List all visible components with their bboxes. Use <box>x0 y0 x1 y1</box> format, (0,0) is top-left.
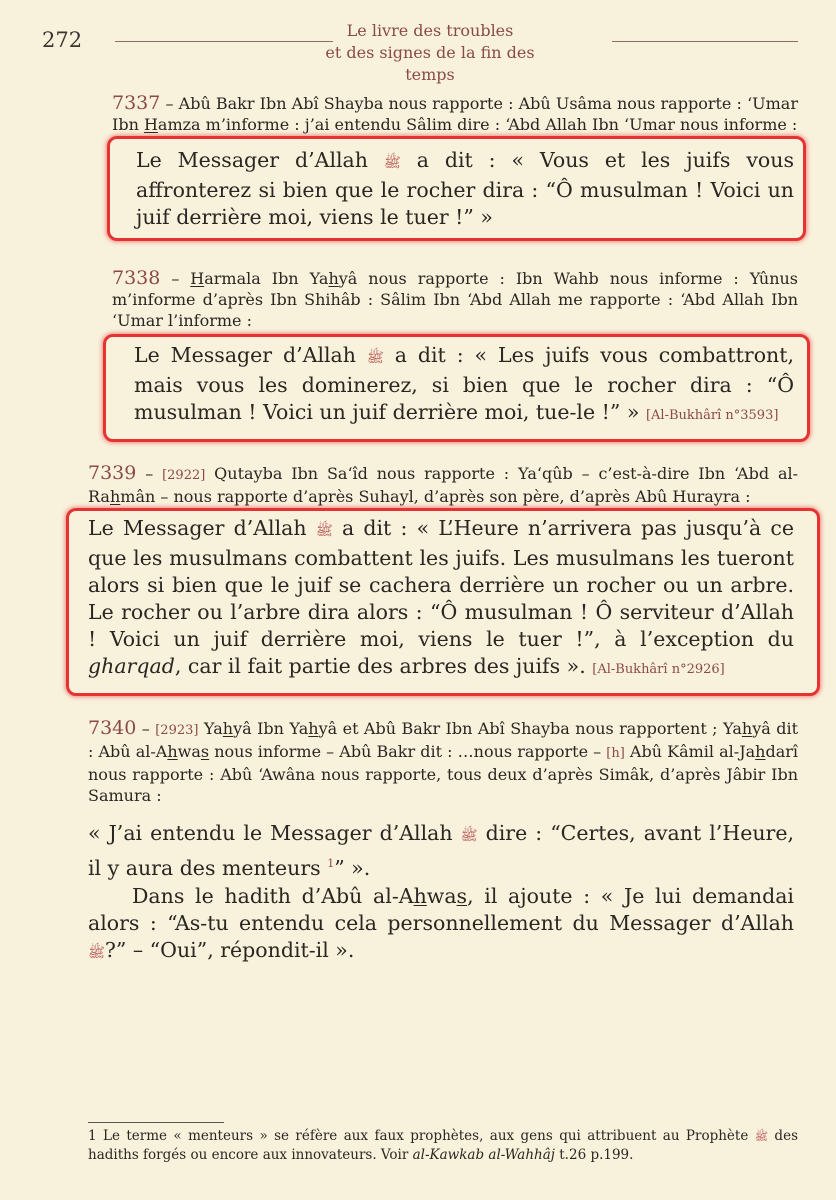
salla-honorific-icon: ﷺ <box>315 523 333 539</box>
salla-honorific-icon: ﷺ <box>366 350 384 366</box>
hadith-number: 7340 <box>88 717 137 739</box>
salla-honorific-icon: ﷺ <box>88 945 105 961</box>
tahwil-mark: [h] <box>606 746 625 761</box>
header-rule-right <box>612 41 798 42</box>
page-number: 272 <box>42 28 83 52</box>
hadith-7339-text: Le Messager d’Allah ﷺ a dit : « L’Heure n’arrivera pas jusqu’à ce que les musulmans combattent les juifs. Les musulmans les tueront alors si bien que le juif se cachera derrière un rocher ou un arbre. Le rocher ou l’arbre dira alors : “Ô musulman ! Ô serviteur d’Allah ! Voici un juif derrière moi, viens le tuer !”, à l’exception du gharqad, car il fait partie des arbres des juifs ». [Al-Bukhârî n°2926] <box>88 516 795 678</box>
chapter-title-line2: et des signes de la fin des temps <box>325 43 535 84</box>
salla-honorific-icon: ﷺ <box>754 1130 769 1143</box>
chapter-title <box>300 20 560 86</box>
footnote-marker[interactable]: 1 <box>327 857 335 870</box>
reference-number: [2923] <box>155 723 199 738</box>
hadith-7340-text: « J’ai entendu le Messager d’Allah ﷺ dire : “Certes, avant l’Heure, il y aura des menteurs $^1$” ». <box>88 821 794 880</box>
hadith-7340-addendum: Dans le hadith d’Abû al-Ahwas, il ajoute : « Je lui demandai alors : “As-tu entendu cela personnellement du Messager d’Allah ﷺ?” – “Oui”, répondit-il ». <box>88 884 794 962</box>
hadith-number: 7338 <box>112 267 161 289</box>
hadith-7339-isnad: 7339 – [2922] Qutayba Ibn Sa‘îd nous rapporte : Ya‘qûb – c’est-à-dire Ibn ‘Abd al-Rahmân – nous rapporte d’après Suhayl, d’après son père, d’après Abû Hurayra : <box>88 462 799 506</box>
footnote-separator <box>88 1122 224 1123</box>
salla-honorific-icon: ﷺ <box>460 828 478 844</box>
hadith-number: 7337 <box>112 92 161 114</box>
footnote: 1 Le terme « menteurs » se réfère aux faux prophètes, aux gens qui attribuent au Prophète ﷺ des hadiths forgés ou encore aux innovateurs. Voir al-Kawkab al-Wahhâj t.26 p.199. <box>88 1128 798 1163</box>
hadith-7338-isnad: 7338 – Harmala Ibn Yahyâ nous rapporte : Ibn Wahb nous informe : Yûnus m’informe d’après Ibn Shihâb : Sâlim Ibn ‘Abd Allah me rapporte : ‘Abd Allah Ibn ‘Umar l’informe : <box>112 267 799 330</box>
hadith-7338-text: Le Messager d’Allah ﷺ a dit : « Les juifs vous combattront, mais vous les dominerez, si bien que le rocher dira : “Ô musulman ! Voici un juif derrière moi, tue-le !” » [Al-Bukhârî n°3593] <box>134 343 794 424</box>
hadith-number: 7339 <box>88 462 137 484</box>
hadith-7337-isnad: 7337 – Abû Bakr Ibn Abî Shayba nous rapporte : Abû Usâma nous rapporte : ‘Umar Ibn Hamza m’informe : j’ai entendu Sâlim dire : ‘Abd Allah Ibn ‘Umar nous informe : <box>112 92 798 134</box>
hadith-7337-text: Le Messager d’Allah ﷺ a dit : « Vous et les juifs vous affronterez si bien que le rocher dira : “Ô musulman ! Voici un juif derrière moi, viens le tuer !” » <box>136 148 794 229</box>
footnote-number: 1 <box>88 1128 97 1144</box>
reference: [Al-Bukhârî n°2926] <box>592 662 725 677</box>
reference: [Al-Bukhârî n°3593] <box>645 408 779 423</box>
reference-number: [2922] <box>162 468 206 483</box>
hadith-7340-isnad: 7340 – [2923] Yahyâ Ibn Yahyâ et Abû Bakr Ibn Abî Shayba nous rapportent ; Yahyâ dit : Abû al-Ahwas nous informe – Abû Bakr dit : …nous rapporte – [h] Abû Kâmil al-Jahdarî nous rapporte : Abû ‘Awâna nous rapporte, tous deux d’après Simâk, d’après Jâbir Ibn Samura : <box>88 717 799 805</box>
chapter-title-line1: Le livre des troubles <box>346 21 514 40</box>
salla-honorific-icon: ﷺ <box>383 155 401 171</box>
